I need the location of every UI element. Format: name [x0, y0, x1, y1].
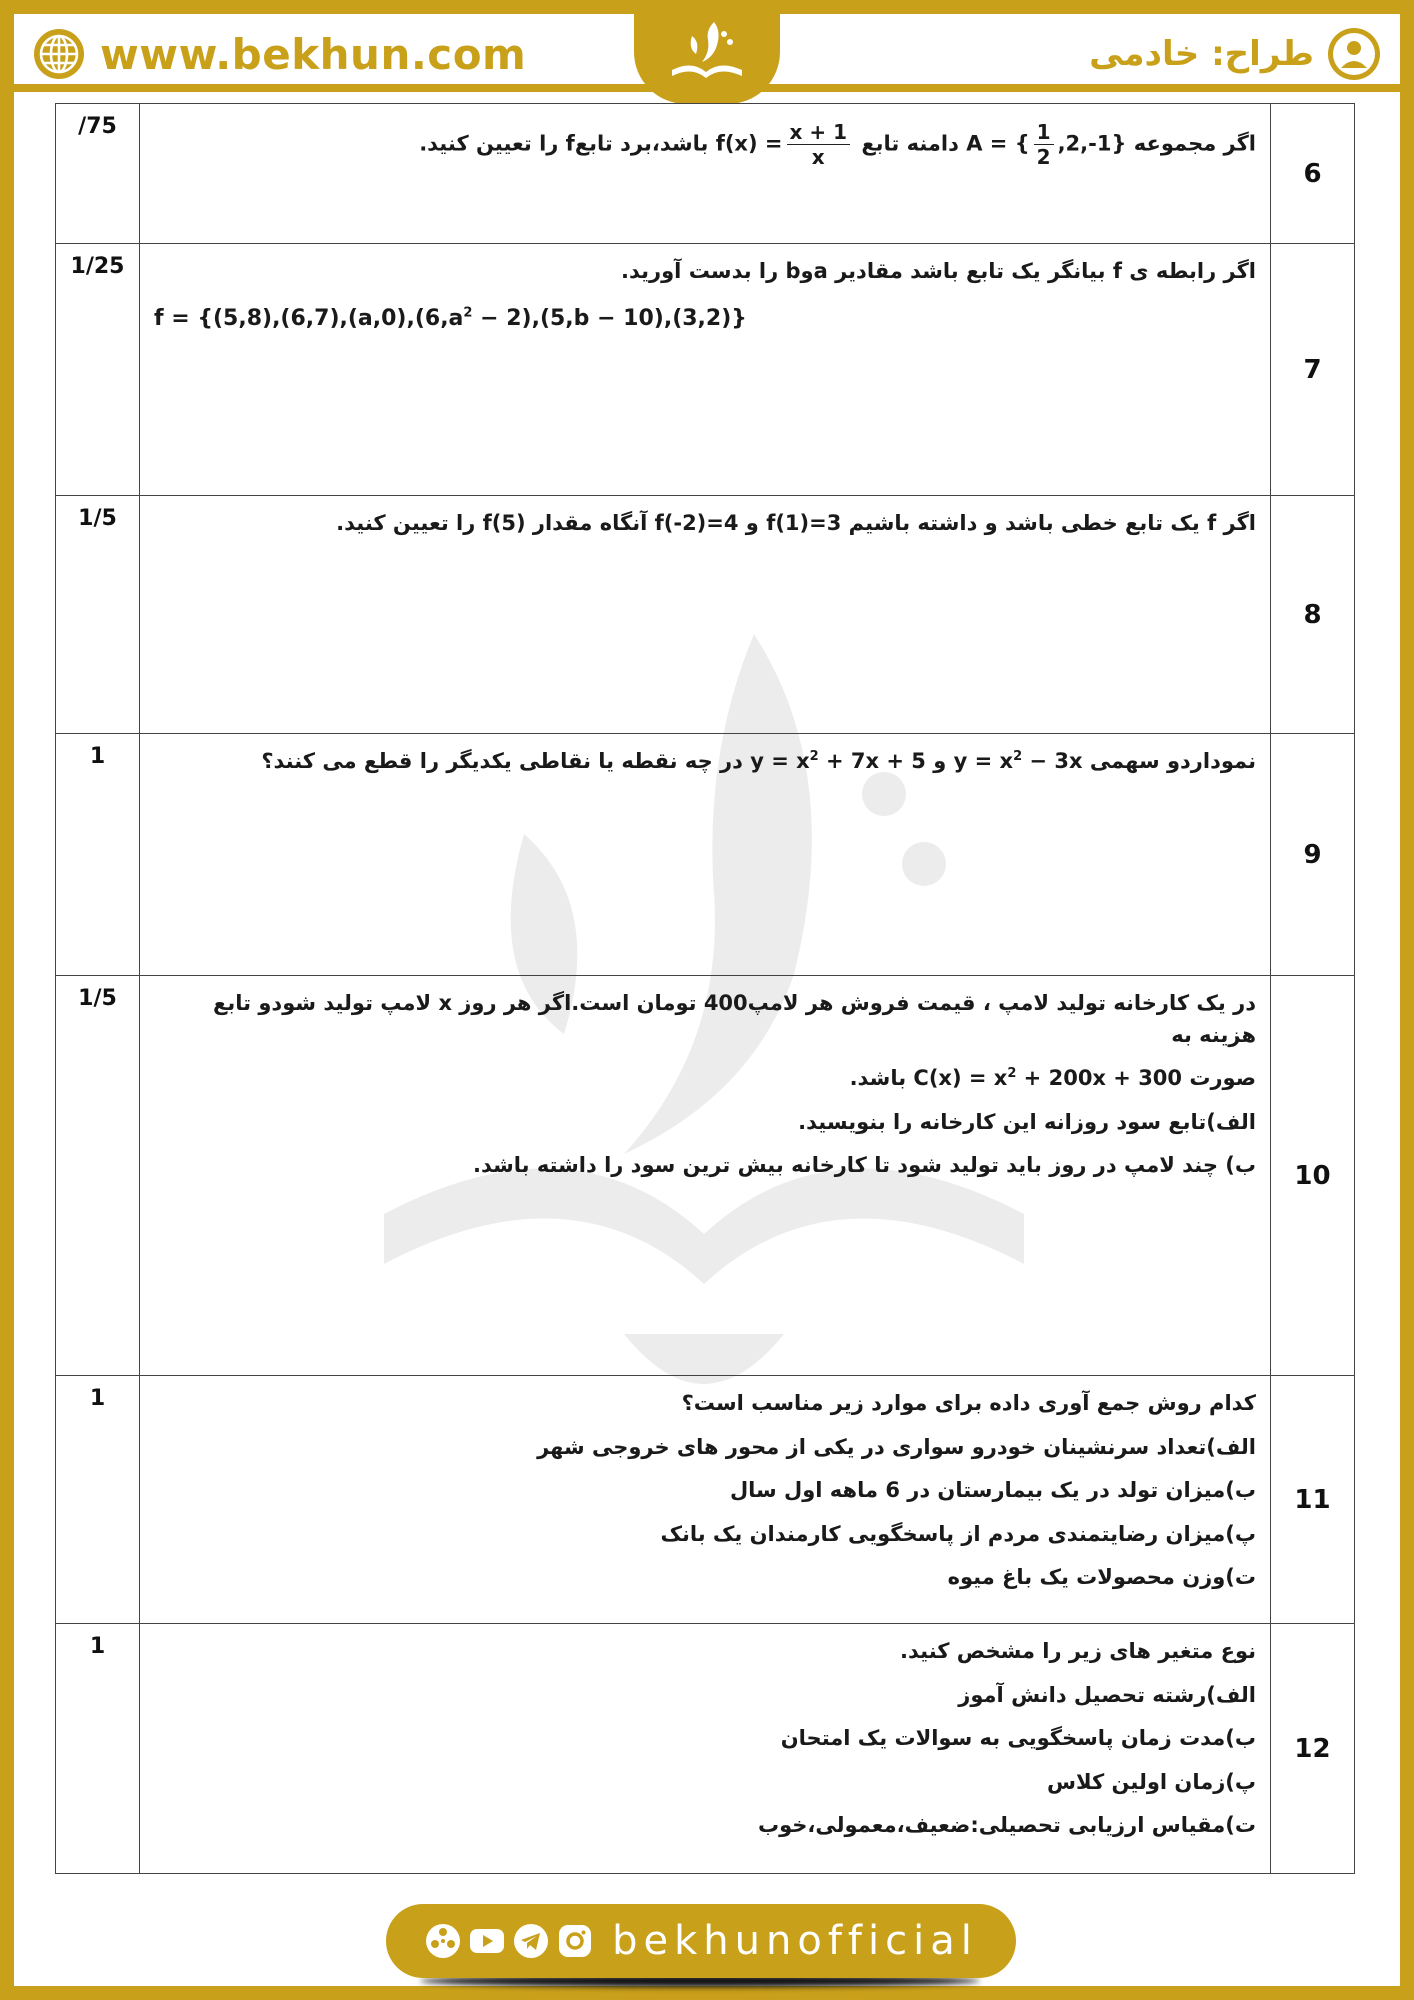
designer-name: طراح: خادمی	[1089, 34, 1314, 74]
relation-formula: $f = \{(5,8),(6,7),(a,0),(6,a^2 - 2),(5,b - 10),(3,2)\}$	[154, 305, 747, 331]
question-text: کدام روش جمع آوری داده برای موارد زیر مناسب است؟ الف)تعداد سرنشینان خودرو سواری در یکی از محور های خروجی شهر ب)میزان تولد در یک بیمارستان در 6 ماهه اول سال پ)میزان رضایتمندی مردم از پاسخگویی کارمندان یک بانک ت)وزن محصولات یک باغ میوه	[140, 1376, 1271, 1624]
question-row	[56, 1624, 1355, 1874]
question-number: 10	[1271, 976, 1355, 1376]
question-score: 1	[56, 734, 140, 976]
question-score: /75	[56, 104, 140, 244]
question-number: 9	[1271, 734, 1355, 976]
question-text: نموداردو سهمی $y = x^2 - 3x$ و $y = x^2 + 7x + 5$ در چه نقطه یا نقاطی یکدیگر را قطع می کنند؟	[140, 734, 1271, 976]
user-icon	[1326, 26, 1382, 82]
question-score: 1/25	[56, 244, 140, 496]
question-row	[56, 104, 1355, 244]
parabola-1: $y = x^2 - 3x$	[953, 749, 1083, 773]
question-text: در یک کارخانه تولید لامپ ، قیمت فروش هر لامپ400 تومان است.اگر هر روز x لامپ تولید شودو تابع هزینه به صورت $C(x) = x^2 + 200x + 300$ باشد. الف)تابع سود روزانه این کارخانه را بنویسید. ب) چند لامپ در روز باید تولید شود تا کارخانه بیش ترین سود را داشته باشد.	[140, 976, 1271, 1376]
question-score: 1/5	[56, 496, 140, 734]
page-header	[14, 14, 1400, 92]
question-number: 12	[1271, 1624, 1355, 1874]
question-row	[56, 1376, 1355, 1624]
website-url: www.bekhun.com	[100, 29, 527, 79]
question-text: اگر رابطه ی f بیانگر یک تابع باشد مقادیر aوb را بدست آورید. $f = \{(5,8),(6,7),(a,0),(6,a^2 - 2),(5,b - 10),(3,2)\}$	[140, 244, 1271, 496]
question-score: 1	[56, 1624, 140, 1874]
question-row	[56, 976, 1355, 1376]
social-icons	[424, 1922, 594, 1960]
question-row	[56, 496, 1355, 734]
function-expression: f(x) = $\frac{x + 1}{x}$	[716, 122, 854, 167]
question-score: 1	[56, 1376, 140, 1624]
question-number: 11	[1271, 1376, 1355, 1624]
set-expression: A = { $\frac{1}{2}$ ,2,-1}	[966, 120, 1127, 169]
question-text: اگر f یک تابع خطی باشد و داشته باشیم f(1)=3 و f(-2)=4 آنگاه مقدار f(5) را تعیین کنید.	[140, 496, 1271, 734]
instagram-icon[interactable]	[556, 1922, 594, 1960]
book-logo-icon	[662, 12, 752, 92]
question-row	[56, 244, 1355, 496]
website-link[interactable]	[32, 24, 526, 84]
question-number: 7	[1271, 244, 1355, 496]
social-handle[interactable]: bekhunofficial	[612, 1918, 978, 1964]
telegram-icon[interactable]	[512, 1922, 550, 1960]
question-text: نوع متغیر های زیر را مشخص کنید. الف)رشته تحصیل دانش آموز ب)مدت زمان پاسخگویی به سوالات یک امتحان پ)زمان اولین کلاس ت)مقیاس ارزیابی تحصیلی:ضعیف،معمولی،خوب	[140, 1624, 1271, 1874]
question-number: 8	[1271, 496, 1355, 734]
cost-function: $C(x) = x^2 + 200x + 300$	[913, 1066, 1183, 1090]
brand-logo	[634, 0, 780, 104]
question-number: 6	[1271, 104, 1355, 244]
question-row	[56, 734, 1355, 976]
designer-credit	[1089, 24, 1382, 84]
film-reel-icon[interactable]	[424, 1922, 462, 1960]
question-text: اگر مجموعه A = { $\frac{1}{2}$ ,2,-1} دامنه تابع f(x) = $\frac{x + 1}{x}$ باشد،برد تابعf را تعیین کنید.	[140, 104, 1271, 244]
parabola-2: $y = x^2 + 7x + 5$	[750, 749, 926, 773]
questions-table	[55, 103, 1355, 1874]
social-footer	[386, 1904, 1016, 1978]
globe-icon	[32, 27, 86, 81]
youtube-icon[interactable]	[468, 1922, 506, 1960]
question-score: 1/5	[56, 976, 140, 1376]
